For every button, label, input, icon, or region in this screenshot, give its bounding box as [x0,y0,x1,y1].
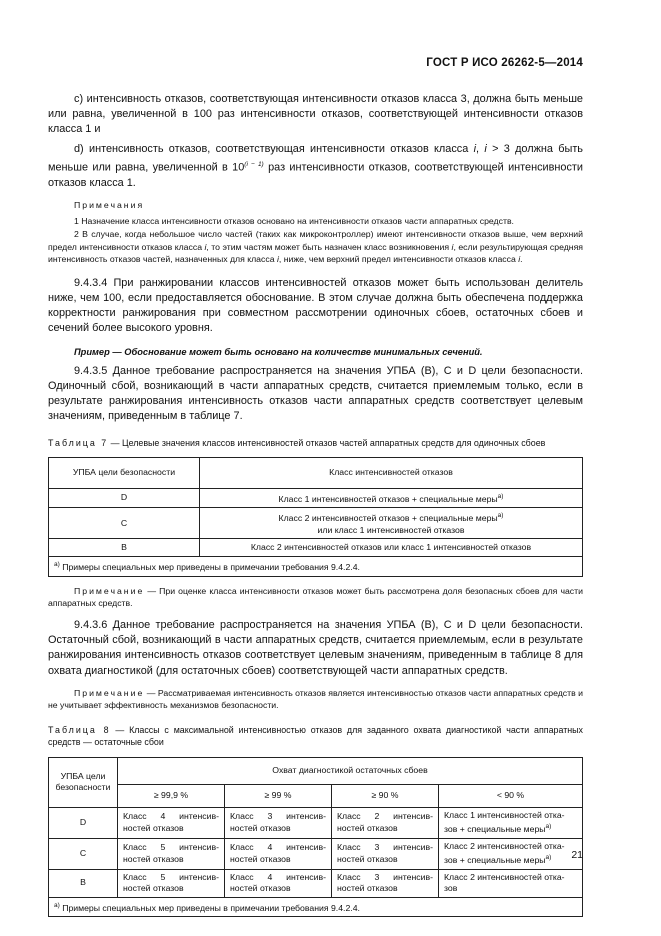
cell-line: ностей отказов [123,853,184,864]
cell-line: Класс 3 интенсив- [337,871,433,882]
cell-line: Класс 2 интенсив- [337,811,433,822]
table-8-header-row-2 [49,784,583,807]
note-2-var-4: i [518,254,521,265]
item-d-var-2: i [484,142,487,155]
table-cell [225,838,332,869]
cell-line: Класс 4 интенсив- [230,871,326,882]
table-row [49,807,583,838]
note-text: — При оценке класса интенсивности отказов может быть рассмотрена доля безопасных сбоев для части аппаратных средств. [48,585,583,609]
table-row [49,539,583,557]
table-7-level-d: D [49,489,200,508]
footnote-ref: а) [497,493,504,501]
cell-line: Класс 2 интенсивностей отка- [444,871,565,882]
example-line [48,345,583,360]
footnote-mark: а) [54,561,60,569]
table-cell [118,838,225,869]
paragraph-9-4-3-6: 9.4.3.6 Данное требование распространяется на значения УПБА (В), С и D цели безопасности. Остаточный сбой, возникающий в части аппаратных средств, считается приемлемым, если в результате ранжирования интенсивность отказов соответствует целевым значениям, приведенным в таблице 8 для охвата диагностикой (для остаточных сбоев) соответствующей части аппаратных средств. [48,618,583,677]
table-cell [439,807,583,838]
note-2-text-a: 2 В случае, когда небольшое число частей (таких как микроконтроллер) имеют интенсивности отказов выше, чем верхний предел интенсивности отказов класса [48,229,583,252]
note-1: 1 Назначение класса интенсивности отказов основано на интенсивности отказов части аппаратных средств. [74,216,514,227]
item-c: c) интенсивность отказов, соответствующая интенсивности отказов класса 3, должна быть меньше или равна, увеличенной в 100 раз интенсивности отказов, соответствующей интенсивности отказов класса 1 и [48,93,583,136]
table-8-level-b: B [49,869,118,897]
footnote-mark: а) [54,901,60,909]
table-8-footnote [49,897,583,916]
cell-line: Класс 5 интенсив- [123,842,219,853]
table-8-caption [48,724,583,749]
page-number: 21 [571,849,583,861]
note-2-var-1: i [204,241,207,252]
table-row [49,508,583,539]
table-7-value-b: Класс 2 интенсивностей отказов или класс 1 интенсивностей отказов [200,539,583,557]
table-7-footnote-text: Примеры специальных мер приведены в примечании требования 9.4.2.4. [59,562,360,573]
example-text: Пример — Обоснование может быть основано на количестве минимальных сечений. [74,346,483,357]
cell-line: ностей отказов [337,853,398,864]
cell-line: ностей отказов [123,822,184,833]
item-d-text-1: d) интенсивность отказов, соответствующая интенсивности отказов класса [74,142,474,155]
table-cell [118,807,225,838]
table-7-label: Таблица 7 [48,437,109,448]
table-cell [439,869,583,897]
table-7-header-row [49,458,583,489]
table-7-level-b: B [49,539,200,557]
table-8-level-c: C [49,838,118,869]
table-8-label: Таблица 8 [48,724,111,735]
footnote-ref: а) [545,854,552,862]
cell-line: ностей отказов [123,883,184,893]
table-cell [332,807,439,838]
table-cell [332,838,439,869]
footnote-ref: а) [545,823,552,831]
table-cell [225,807,332,838]
item-d-text-2: , [476,142,485,155]
table-row [49,838,583,869]
cell-line: Класс 1 интенсивностей отка- [444,809,565,820]
table-row [49,489,583,508]
table-7-caption [48,437,583,449]
footnote-ref: а) [497,512,504,520]
table-8-title: — Классы с максимальной интенсивностью отказов для заданного охвата диагностикой части аппаратных средств — остаточные сбои [48,724,583,748]
table-8-footnote-text: Примеры специальных мер приведены в примечании требования 9.4.2.4. [59,902,360,913]
cell-line: зов + специальные меры [444,824,546,835]
note-after-9-4-3-6 [48,687,583,712]
item-d-text-3: > 3 должна быть меньше или равна, увеличенной в 10 [48,142,583,174]
cell-line: Класс 2 интенсивностей отка- [444,840,565,851]
note-after-table-7 [48,585,583,610]
note-2-text-e: . [520,254,523,265]
note-2-var-2: i [451,241,454,252]
table-8-footnote-row [49,897,583,916]
cell-line: Класс 5 интенсив- [123,871,219,882]
table-8-col-group: Охват диагностикой остаточных сбоев [118,757,583,784]
paragraph-9-4-3-5: 9.4.3.5 Данное требование распространяется на значения УПБА (В), С и D цели безопасности. Одиночный сбой, возникающий в части аппаратных средств, считается приемлемым только, если в результате ранжирования интенсивность отказов части аппаратных средств соответствует целевым значениям, приведенным в таблице 7. [48,364,583,423]
table-cell [225,869,332,897]
page-content [48,92,583,917]
table-7-level-c: C [49,508,200,539]
table-8-col-90: ≥ 90 % [332,784,439,807]
item-d-var-1: i [473,142,477,155]
cell-line: зов [444,883,458,893]
table-8-level-d: D [49,807,118,838]
item-d-text-4: раз интенсивности отказов, соответствующей интенсивности отказов класса 1. [48,161,584,189]
table-7-value-c-text: Класс 2 интенсивностей отказов + специальные меры [278,513,498,524]
cell-line: зов + специальные меры [444,855,546,865]
note-label: Примечание [74,687,145,698]
item-d-exponent: (i − 1) [244,160,264,168]
table-7-value-d [200,489,583,508]
note-2-text-c: , если результирующая средняя интенсивность отказов частей, назначенных для класса [48,241,583,265]
note-2-text-d: , ниже, чем верхний предел интенсивности отказов класса [278,254,519,265]
table-7-title: — Целевые значения классов интенсивностей отказов частей аппаратных средств для одиночных сбоев [108,437,546,448]
notes-heading: Примечания [74,199,145,210]
table-cell [332,869,439,897]
cell-line: ностей отказов [230,822,291,833]
note-2 [48,228,583,266]
cell-line: Класс 4 интенсив- [230,842,326,853]
table-7-col-class: Класс интенсивностей отказов [200,458,583,489]
table-7-value-c-text-2: или класс 1 интенсивностей отказов [317,524,465,535]
table-row [49,869,583,897]
cell-line: ностей отказов [337,883,398,893]
note-2-text-b: , то этим частям может быть назначен класс возникновения [206,241,452,252]
table-8-col-lt90: < 90 % [439,784,583,807]
table-cell [439,838,583,869]
note-2-var-3: i [276,254,279,265]
table-8 [48,757,583,917]
cell-line: Класс 3 интенсив- [337,842,433,853]
table-7-value-d-text: Класс 1 интенсивностей отказов + специальные меры [278,493,498,504]
note-text: — Рассматриваемая интенсивность отказов является интенсивностью отказов части аппаратных средств и не учитывает эффективность механизмов безопасности. [48,687,583,711]
table-8-col-asil: УПБА цели безопасности [49,757,118,807]
table-7 [48,457,583,577]
cell-line: ностей отказов [337,822,398,833]
cell-line: Класс 3 интенсив- [230,811,326,822]
note-label: Примечание [74,585,145,596]
table-7-col-asil: УПБА цели безопасности [49,458,200,489]
table-7-footnote [49,557,583,576]
table-8-header-row-1 [49,757,583,784]
cell-line: Класс 4 интенсив- [123,811,219,822]
table-8-col-999: ≥ 99,9 % [118,784,225,807]
cell-line: ностей отказов [230,883,291,893]
table-7-value-c [200,508,583,539]
item-d [48,142,583,191]
table-8-col-99: ≥ 99 % [225,784,332,807]
table-7-footnote-row [49,557,583,576]
document-header: ГОСТ Р ИСО 26262-5—2014 [426,57,583,69]
table-cell [118,869,225,897]
cell-line: ностей отказов [230,853,291,864]
paragraph-9-4-3-4: 9.4.3.4 При ранжировании классов интенсивностей отказов может быть использован делитель ниже, чем 100, если предоставляется обоснование. В этом случае должна быть обеспечена поддержка корректности ранжирования при совместном рассмотрении одиночных сбоев, остаточных сбоев и сечений более высокого уровня. [48,276,583,335]
